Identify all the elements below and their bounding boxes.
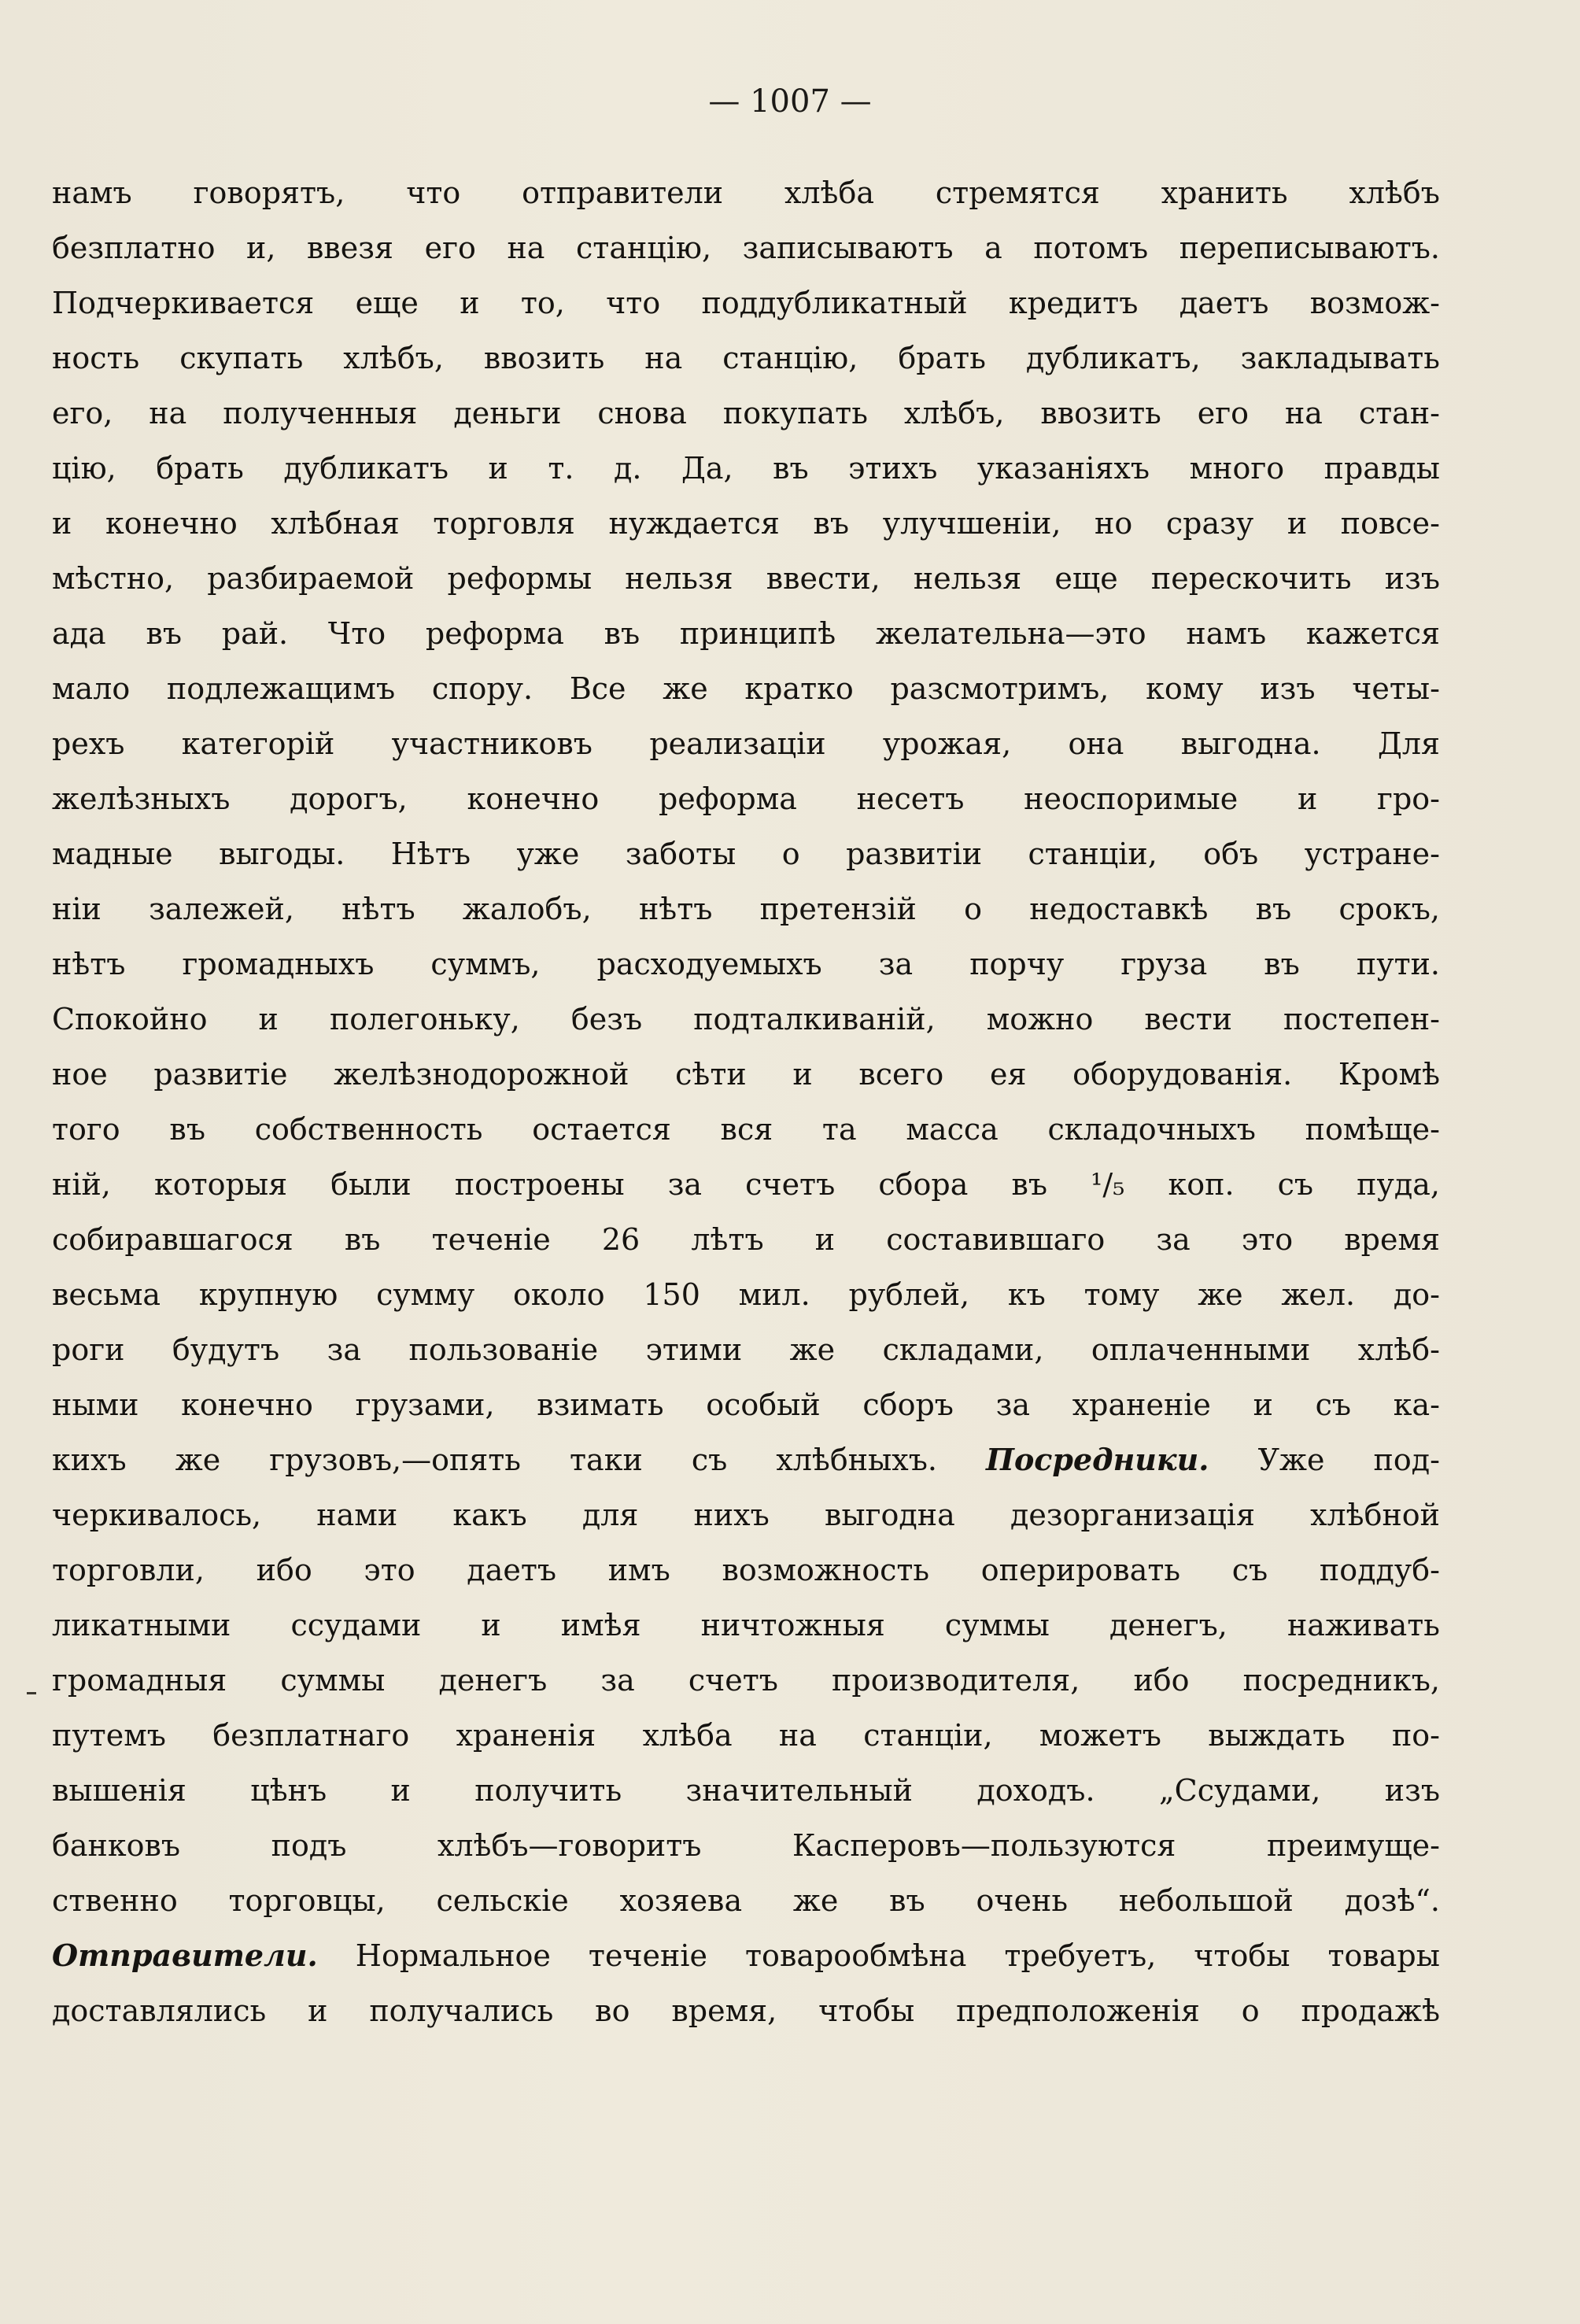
text-line: мало подлежащимъ спору. Все же кратко разсмотримъ, кому изъ четы-: [52, 671, 1440, 706]
text-line: собиравшагося въ теченіе 26 лѣтъ и составившаго за это время: [52, 1222, 1440, 1257]
text-line: и конечно хлѣбная торговля нуждается въ улучшеніи, но сразу и повсе-: [52, 506, 1440, 541]
text-run: кихъ же грузовъ,—опять таки съ хлѣбныхъ.: [52, 1443, 987, 1477]
text-line: [52, 1432, 1440, 1487]
text-line: торговли, ибо это даетъ имъ возможность оперировать съ поддуб-: [52, 1553, 1440, 1587]
text-line: роги будутъ за пользованіе этими же складами, оплаченными хлѣб-: [52, 1332, 1440, 1367]
text-run: Нормальное теченіе товарообмѣна требуетъ, чтобы товары: [317, 1938, 1440, 1973]
text-line: вышенія цѣнъ и получить значительный доходъ. „Ссудами, изъ: [52, 1773, 1440, 1808]
text-line: путемъ безплатнаго храненія хлѣба на станціи, можетъ выждать по-: [52, 1718, 1440, 1753]
text-line: мадные выгоды. Нѣтъ уже заботы о развитіи станціи, объ устране-: [52, 837, 1440, 871]
text-line: намъ говорятъ, что отправители хлѣба стремятся хранить хлѣбъ: [52, 176, 1440, 210]
text-line: весьма крупную сумму около 150 мил. рублей, къ тому же жел. до-: [52, 1277, 1440, 1312]
text-line: ственно торговцы, сельскіе хозяева же въ очень небольшой дозѣ“.: [52, 1883, 1440, 1918]
text-line: нѣтъ громадныхъ суммъ, расходуемыхъ за порчу груза въ пути.: [52, 947, 1440, 981]
text-line: ными конечно грузами, взимать особый сборъ за храненіе и съ ка-: [52, 1387, 1440, 1422]
margin-mark: [27, 1692, 36, 1694]
text-line: желѣзныхъ дорогъ, конечно реформа несетъ неоспоримые и гро-: [52, 781, 1440, 816]
text-line: рехъ категорій участниковъ реализаціи урожая, она выгодна. Для: [52, 726, 1440, 761]
text-line: доставлялись и получались во время, чтобы предположенія о продажѣ: [52, 1993, 1440, 2028]
text-line: ное развитіе желѣзнодорожной сѣти и всего ея оборудованія. Кромѣ: [52, 1057, 1440, 1092]
text-line: банковъ подъ хлѣбъ—говоритъ Касперовъ—пользуются преимуще-: [52, 1828, 1440, 1863]
text-line: черкивалось, нами какъ для нихъ выгодна дезорганизація хлѣбной: [52, 1498, 1440, 1532]
text-run: Уже под-: [1209, 1443, 1440, 1477]
text-line: ніи залежей, нѣтъ жалобъ, нѣтъ претензій о недоставкѣ въ срокъ,: [52, 892, 1440, 926]
text-line: ность скупать хлѣбъ, ввозить на станцію, брать дубликатъ, закладывать: [52, 341, 1440, 375]
section-term-otpraviteli: Отправители.: [52, 1938, 318, 1973]
text-line: цію, брать дубликатъ и т. д. Да, въ этихъ указаніяхъ много правды: [52, 451, 1440, 486]
body-text: [52, 165, 1440, 2038]
text-line: того въ собственность остается вся та масса складочныхъ помѣще-: [52, 1112, 1440, 1147]
text-line: Спокойно и полегоньку, безъ подталкиваній, можно вести постепен-: [52, 1002, 1440, 1036]
text-line: [52, 1928, 1440, 1983]
text-line: безплатно и, ввезя его на станцію, записываютъ а потомъ переписываютъ.: [52, 231, 1440, 265]
text-line: его, на полученныя деньги снова покупать хлѣбъ, ввозить его на стан-: [52, 396, 1440, 430]
text-line: ній, которыя были построены за счетъ сбора въ ¹/₅ коп. съ пуда,: [52, 1167, 1440, 1202]
text-line: ада въ рай. Что реформа въ принципѣ желательна—это намъ кажется: [52, 616, 1440, 651]
page-number: — 1007 —: [708, 83, 872, 120]
text-line: мѣстно, разбираемой реформы нельзя ввести, нельзя еще перескочить изъ: [52, 561, 1440, 596]
text-line: ликатными ссудами и имѣя ничтожныя суммы денегъ, наживать: [52, 1608, 1440, 1642]
text-line: громадныя суммы денегъ за счетъ производителя, ибо посредникъ,: [52, 1663, 1440, 1698]
text-line: Подчеркивается еще и то, что поддубликатный кредитъ даетъ возмож-: [52, 286, 1440, 320]
section-term-posredniki: Посредники.: [986, 1442, 1209, 1477]
